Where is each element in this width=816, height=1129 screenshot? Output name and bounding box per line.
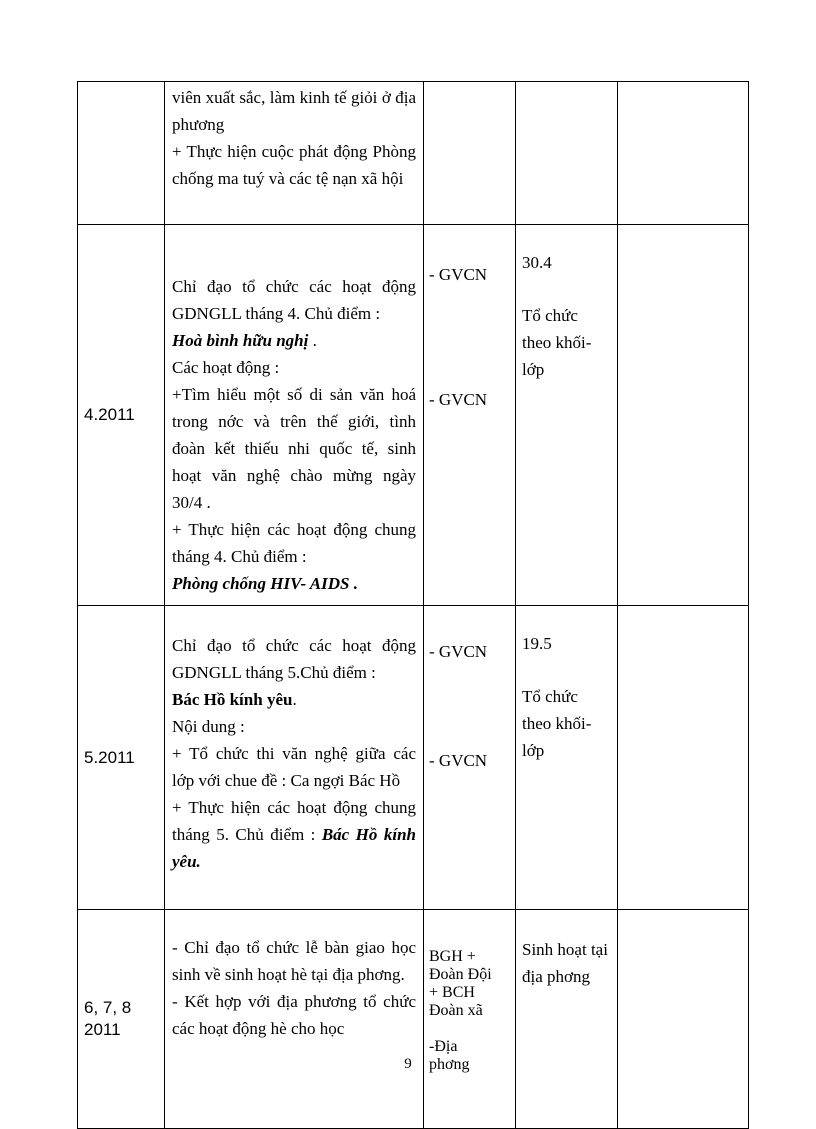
time-date: 19.5 [522, 634, 552, 653]
time-note: Sinh hoạt tại địa phơng [522, 940, 608, 986]
table-row [78, 606, 749, 910]
responsible-line: Đoàn xã [429, 1002, 483, 1019]
content-line: + Thực hiện cuộc phát động Phòng chống ma tuý và các tệ nạn xã hội [172, 142, 416, 188]
month-cell [78, 82, 165, 225]
time-cell [516, 910, 618, 1129]
theme-title: Bác Hồ kính yêu [172, 690, 293, 709]
table-row [78, 225, 749, 606]
month-line: 2011 [84, 1020, 121, 1039]
activity-item: +Tìm hiểu một số di sản văn hoá trong nớc và trên thế giới, tình đoàn kết thiếu nhi quốc tế, sinh hoạt văn nghệ chào mừng ngày 30/4 . [172, 385, 416, 512]
time-cell [516, 225, 618, 606]
activity-item: + Thực hiện các hoạt động chung tháng 4. Chủ điểm : [172, 520, 416, 566]
time-cell [516, 82, 618, 225]
content-cell [165, 82, 424, 225]
theme-title: Hoà bình hữu nghị [172, 331, 309, 350]
responsible-line: + BCH [429, 984, 475, 1001]
month-cell: 4.2011 [78, 225, 165, 606]
theme-title: Phòng chống HIV- AIDS . [172, 574, 358, 593]
content-intro: Chỉ đạo tổ chức các hoạt động GDNGLL tháng 5.Chủ điểm : [172, 636, 416, 682]
note-cell [618, 225, 749, 606]
responsible-entry: - GVCN [429, 642, 488, 661]
note-cell [618, 910, 749, 1129]
activity-item: + Tổ chức thi văn nghệ giữa các lớp với chue đề : Ca ngợi Bác Hồ [172, 744, 416, 790]
responsible-entry: - GVCN [429, 751, 488, 770]
punctuation: . [292, 690, 297, 709]
time-note: Tổ chức theo khối-lớp [522, 687, 592, 760]
responsible-entry: - GVCN [429, 265, 488, 284]
activity-item: + Thực hiện các hoạt động chung tháng 5. Chủ điểm : [172, 798, 416, 844]
responsible-line: BGH + [429, 948, 476, 965]
month-cell [78, 910, 165, 1129]
table-row [78, 82, 749, 225]
content-line: - Chỉ đạo tổ chức lễ bàn giao học sinh về sinh hoạt hè tại địa phơng. [172, 938, 416, 984]
content-cell [165, 606, 424, 910]
time-note: Tổ chức theo khối-lớp [522, 306, 592, 379]
content-cell [165, 225, 424, 606]
month-cell: 5.2011 [78, 606, 165, 910]
note-cell [618, 82, 749, 225]
content-intro: Chỉ đạo tổ chức các hoạt động GDNGLL tháng 4. Chủ điểm : [172, 277, 416, 323]
activities-label: Nội dung : [172, 717, 245, 736]
activities-label: Các hoạt động : [172, 358, 280, 377]
content-line: viên xuất sắc, làm kinh tế giỏi ở địa phương [172, 88, 416, 134]
responsible-cell [424, 910, 516, 1129]
responsible-cell [424, 82, 516, 225]
time-date: 30.4 [522, 253, 552, 272]
content-cell [165, 910, 424, 1129]
responsible-cell [424, 225, 516, 606]
theme-title: Bác Hồ kính yêu. [172, 825, 416, 871]
punctuation: . [308, 331, 317, 350]
content-line: - Kết hợp với địa phương tổ chức các hoạt động hè cho học [172, 992, 416, 1038]
responsible-entry: - GVCN [429, 390, 488, 409]
responsible-line: -Địa [429, 1038, 458, 1055]
note-cell [618, 606, 749, 910]
responsible-line: phơng [429, 1056, 470, 1073]
time-cell [516, 606, 618, 910]
page-number: 9 [404, 1056, 412, 1072]
responsible-cell [424, 606, 516, 910]
table-row [78, 910, 749, 1129]
activity-plan-table [77, 81, 749, 1129]
month-line: 6, 7, 8 [84, 998, 132, 1017]
responsible-line: Đoàn Đội [429, 966, 492, 983]
